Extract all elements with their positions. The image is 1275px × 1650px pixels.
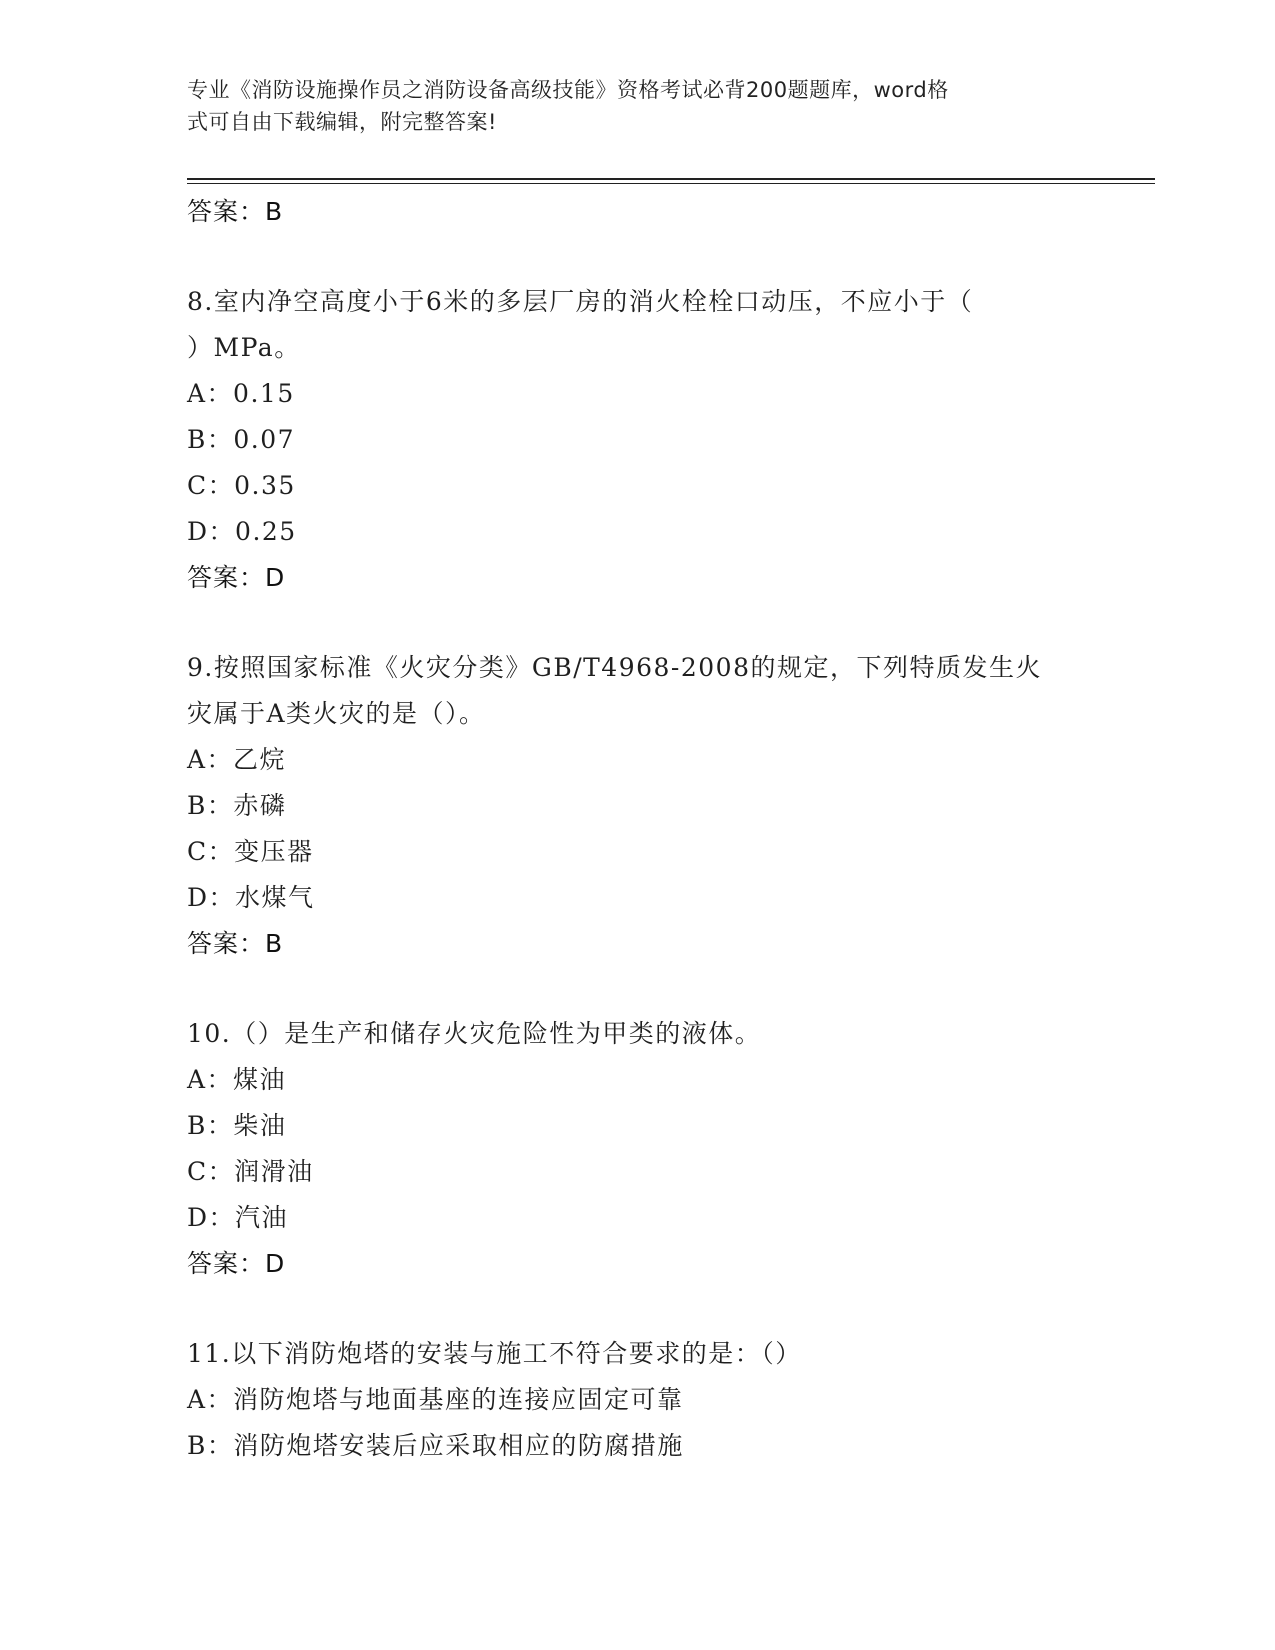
option-b: B：柴油: [187, 1111, 287, 1140]
option-a: A：乙烷: [187, 745, 287, 774]
question-text: ）MPa。: [187, 333, 301, 362]
option-d: D：汽油: [187, 1203, 289, 1232]
option-d: D：水煤气: [187, 883, 315, 912]
question-block: [187, 279, 1087, 601]
option-c: C：润滑油: [187, 1157, 314, 1186]
document-header: [187, 74, 1067, 138]
option-b: B：0.07: [187, 425, 296, 454]
option-c: C：0.35: [187, 471, 296, 500]
option-a: A：消防炮塔与地面基座的连接应固定可靠: [187, 1385, 684, 1414]
spacer: [187, 1287, 1087, 1331]
question-block: [187, 1331, 1087, 1469]
answer-line: 答案：B: [187, 197, 284, 226]
header-rule-thick: [187, 178, 1155, 180]
spacer: [187, 235, 1087, 279]
answer-line: 答案：D: [187, 1249, 286, 1278]
spacer: [187, 601, 1087, 645]
answer-line: 答案：D: [187, 563, 286, 592]
question-text: 灾属于A类火灾的是（）。: [187, 699, 486, 728]
question-text: 10.（）是生产和储存火灾危险性为甲类的液体。: [187, 1019, 762, 1048]
question-text: 11.以下消防炮塔的安装与施工不符合要求的是：（）: [187, 1339, 802, 1368]
question-text: 9.按照国家标准《火灾分类》GB/T4968-2008的规定，下列特质发生火: [187, 653, 1042, 682]
answer-line: 答案：B: [187, 929, 284, 958]
option-d: D：0.25: [187, 517, 297, 546]
header-rule-thin: [187, 183, 1155, 184]
spacer: [187, 967, 1087, 1011]
option-b: B：消防炮塔安装后应采取相应的防腐措施: [187, 1431, 684, 1460]
option-b: B：赤磷: [187, 791, 287, 820]
header-line-1: 专业《消防设施操作员之消防设备高级技能》资格考试必背200题题库，word格: [187, 78, 949, 102]
document-content: [187, 189, 1087, 1469]
option-a: A：0.15: [187, 379, 295, 408]
question-block: [187, 1011, 1087, 1287]
option-a: A：煤油: [187, 1065, 287, 1094]
question-text: 8.室内净空高度小于6米的多层厂房的消火栓栓口动压，不应小于（: [187, 287, 974, 316]
question-block: [187, 645, 1087, 967]
option-c: C：变压器: [187, 837, 314, 866]
header-line-2: 式可自由下载编辑，附完整答案!: [187, 110, 497, 134]
